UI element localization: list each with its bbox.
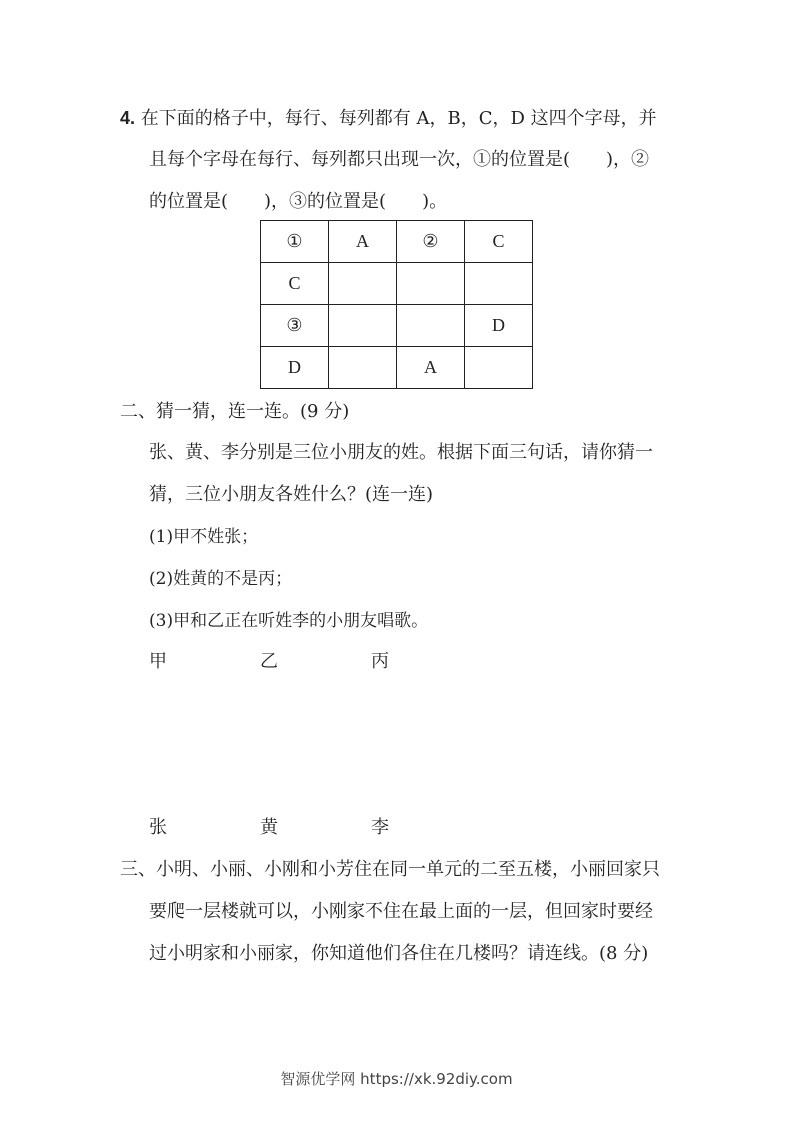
- grid-row: [261, 347, 533, 389]
- grid-cell: ②: [397, 221, 465, 263]
- grid-row: [261, 221, 533, 263]
- grid-cell: A: [397, 347, 465, 389]
- section2-clue-2: (2)姓黄的不是丙；: [149, 569, 293, 589]
- surname: 黄: [260, 817, 278, 838]
- section3-line-3: 过小明家和小丽家，你知道他们各住在几楼吗？请连线。(8 分): [149, 943, 649, 964]
- q4-line-3: 的位置是( )，③的位置是( )。: [149, 191, 448, 212]
- grid-cell: [329, 347, 397, 389]
- section2-intro-1: 张、黄、李分别是三位小朋友的姓。根据下面三句话，请你猜一: [149, 442, 653, 463]
- people-row: [0, 650, 793, 674]
- grid-cell: [329, 263, 397, 305]
- grid-cell: ③: [261, 305, 329, 347]
- q4-line-1: [120, 106, 657, 131]
- section3-line-2: 要爬一层楼就可以，小刚家不住在最上面的一层，但回家时要经: [149, 901, 653, 922]
- grid-cell: [329, 305, 397, 347]
- section3-line-1: 三、小明、小丽、小刚和小芳住在同一单元的二至五楼，小丽回家只: [120, 859, 660, 880]
- letter-grid: [260, 220, 533, 389]
- grid-cell: C: [465, 221, 533, 263]
- person-name: 乙: [260, 651, 278, 672]
- grid-cell: ①: [261, 221, 329, 263]
- section2-clue-3: (3)甲和乙正在听姓李的小朋友唱歌。: [149, 611, 429, 631]
- section2-clue-1: (1)甲不姓张；: [149, 527, 259, 547]
- grid-cell: [397, 305, 465, 347]
- grid-cell: [397, 263, 465, 305]
- grid-cell: [465, 263, 533, 305]
- surname: 张: [149, 817, 167, 838]
- grid-cell: D: [261, 347, 329, 389]
- person-name: 甲: [149, 651, 167, 672]
- person-name: 丙: [371, 651, 389, 672]
- q4-line-2: 且每个字母在每行、每列都只出现一次，①的位置是( )，②: [149, 149, 650, 170]
- surname: 李: [371, 817, 389, 838]
- q4-text-1: 在下面的格子中，每行、每列都有 A，B，C，D 这四个字母，并: [140, 108, 657, 129]
- grid-row: [261, 305, 533, 347]
- question-number-dot: .: [130, 108, 136, 128]
- surnames-row: [0, 816, 793, 840]
- grid-cell: D: [465, 305, 533, 347]
- section2-intro-2: 猜，三位小朋友各姓什么？(连一连): [149, 484, 434, 505]
- grid-row: [261, 263, 533, 305]
- grid-cell: A: [329, 221, 397, 263]
- section2-title: 二、猜一猜，连一连。(9 分): [120, 401, 350, 422]
- question-number: 4: [120, 108, 131, 128]
- grid-cell: C: [261, 263, 329, 305]
- grid-cell: [465, 347, 533, 389]
- footer-watermark: 智源优学网 https://xk.92diy.com: [280, 1070, 513, 1088]
